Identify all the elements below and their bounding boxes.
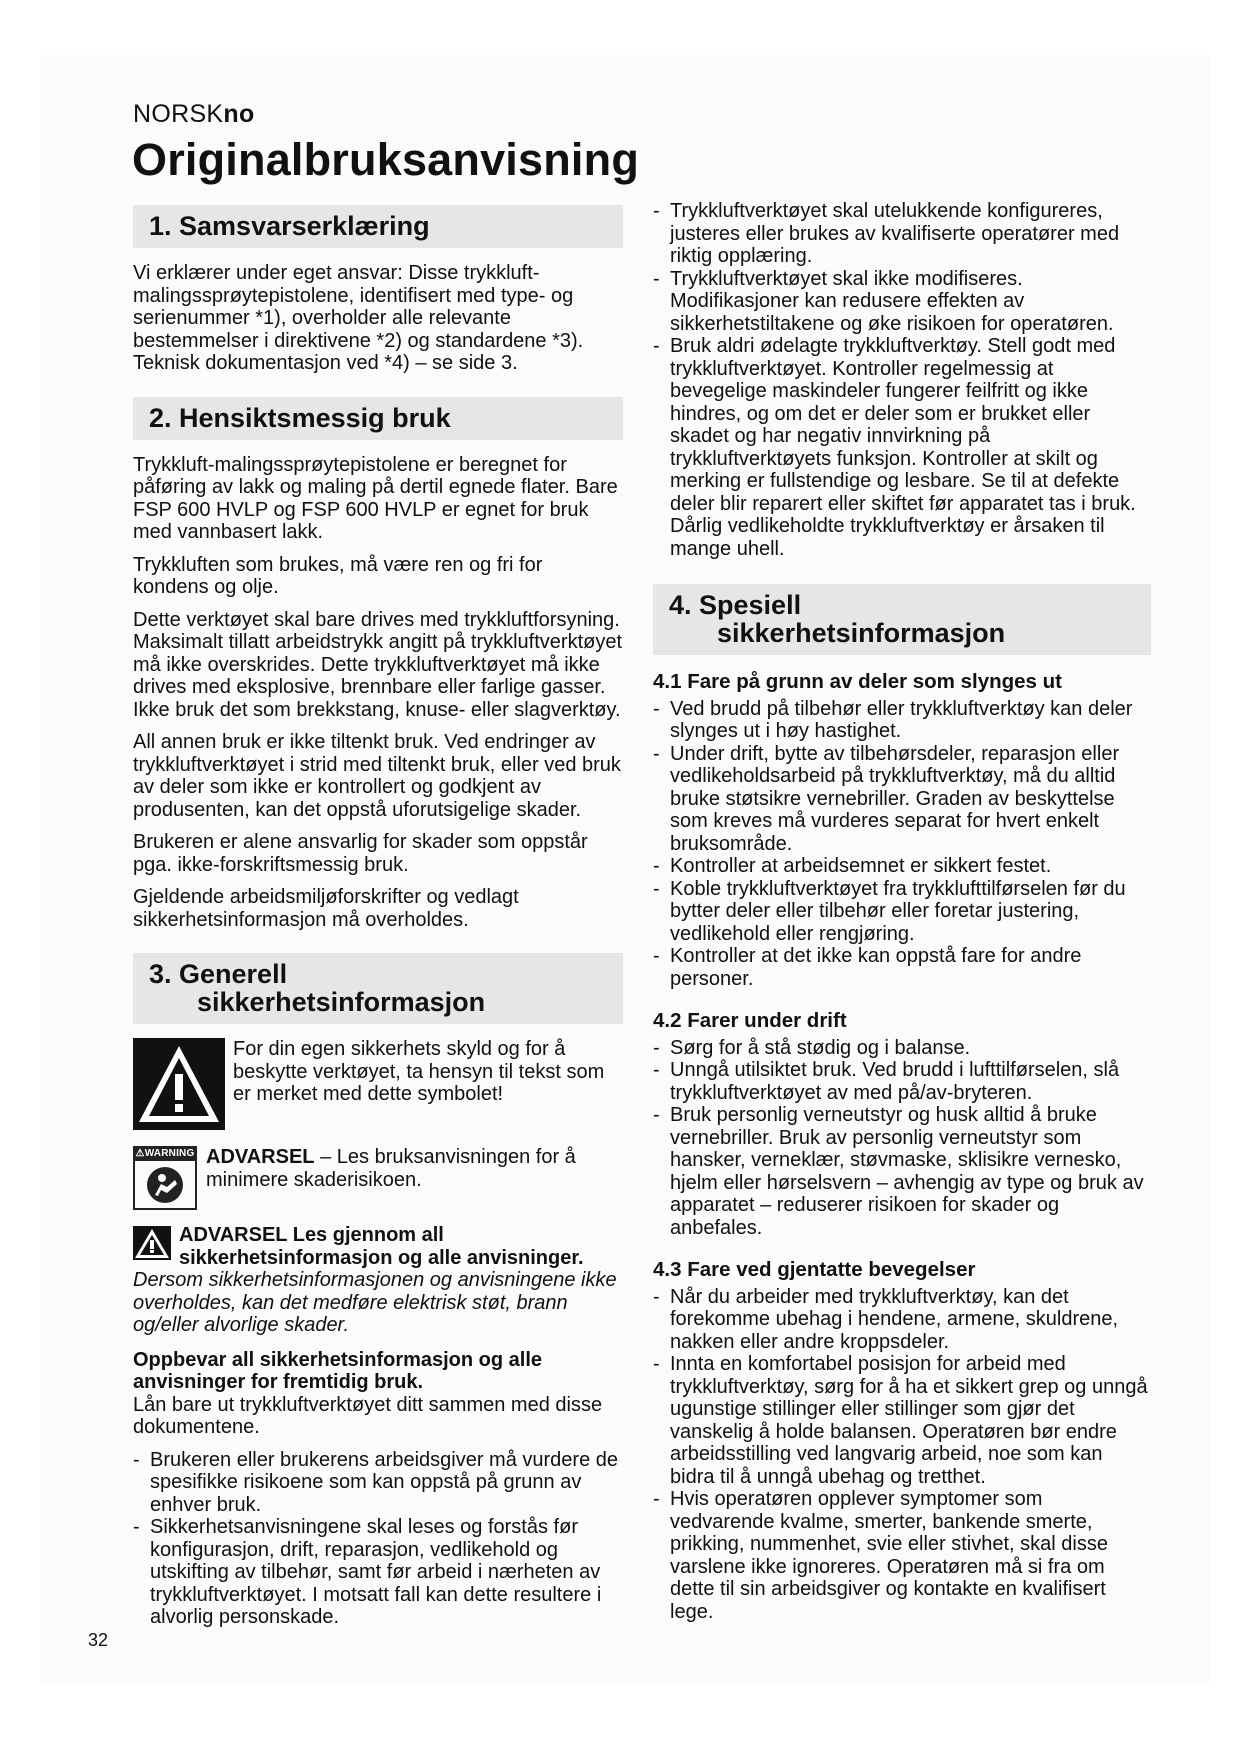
section-3-list-right [653, 200, 1151, 560]
section-1-text: Vi erklærer under eget ansvar: Disse trykkluft-malingssprøytepistolene, identifisert med type- og serienummer *1), overholder alle relevante bestemmelser i direktivene *2) og standardene *3). Teknisk dokumentasjon ved *4) – se side 3. [133, 262, 584, 374]
warning-read-manual-icon [133, 1146, 197, 1210]
safety-symbol-note [133, 1038, 623, 1130]
page-number: 32 [88, 1630, 109, 1650]
left-column [133, 205, 623, 1629]
warning-triangle-icon [133, 1038, 225, 1130]
document-title: Originalbruksanvisning [132, 134, 640, 185]
warning-label: ⚠WARNING [133, 1146, 197, 1161]
list-item: - Trykkluftverktøyet skal ikke modifiseres. Modifikasjoner kan redusere effekten av sikkerhetstiltakene og øke risikoen for operatøren. [653, 267, 1114, 335]
list-item: - Kontroller at det ikke kan oppstå fare for andre personer. [653, 945, 1082, 990]
section-2-heading: 2. Hensiktsmessig bruk [133, 397, 623, 440]
list-item: - Innta en komfortabel posisjon for arbeid med trykkluftverktøy, sørg for å ha et sikkert grep og unngå ugunstige stillinger eller stillinger som gjør det vanskelig å holde balansen. Operatøren bør endre arbeidsstilling ved langvarig arbeid, noe som kan bidra til å unngå ubehag og tretthet. [653, 1353, 1148, 1488]
paragraph: Trykkluft-malingssprøytepistolene er beregnet for påføring av lakk og maling på dertil egnede flater. Bare FSP 600 HVLP og FSP 600 HVLP er egnet for bruk med vannbasert lakk. [133, 453, 618, 543]
list-item: - Hvis operatøren opplever symptomer som vedvarende kvalme, smerter, bankende smerte, prikking, nummenhet, svie eller stivhet, skal disse varslene ikke ignoreres. Operatøren må si fra om dette til sin arbeidsgiver og kontakte en kvalifisert lege. [653, 1488, 1108, 1623]
paragraph: All annen bruk er ikke tiltenkt bruk. Ved endringer av trykkluftverktøyet i strid med tiltenkt bruk, eller ved bruk av deler som ikke er kontrollert og godkjent av produsenten, kan det oppstå uforutsigelige skader. [133, 731, 621, 821]
list-item: - Trykkluftverktøyet skal utelukkende konfigureres, justeres eller brukes av kvalifiserte operatører med riktig opplæring. [653, 200, 1120, 267]
section-4-3-heading: 4.3 Fare ved gjentatte bevegelser [653, 1258, 976, 1281]
section-4-1-heading: 4.1 Fare på grunn av deler som slynges ut [653, 670, 1062, 693]
list-item: - Unngå utilsiktet bruk. Ved brudd i lufttilførselen, slå trykkluftverktøyet av med på/av-bryteren. [653, 1059, 1120, 1104]
list-item: - Sikkerhetsanvisningene skal leses og forstås før konfigurasjon, drift, reparasjon, vedlikehold og utskifting av tilbehør, samt før arbeid i nærheten av trykkluftverktøyet. I motsatt fall kan dette resultere i alvorlig personskade. [133, 1516, 602, 1628]
list-item: - Brukeren eller brukerens arbeidsgiver må vurdere de spesifikke risikoene som kan oppstå på grunn av enhver bruk. [133, 1448, 619, 1516]
paragraph: Trykkluften som brukes, må være ren og fri for kondens og olje. [133, 553, 543, 598]
list-item: - Når du arbeider med trykkluftverktøy, kan det forekomme ubehag i hendene, armene, skuldrene, nakken eller andre kroppsdeler. [653, 1285, 1119, 1353]
keep-instructions: Oppbevar all sikkerhetsinformasjon og alle anvisninger for fremtidig bruk. Lån bare ut trykkluftverktøyet ditt sammen med disse dokumentene. [133, 1348, 603, 1438]
section-4-1-list [653, 698, 1151, 991]
list-item: - Sørg for å stå stødig og i balanse. [653, 1036, 971, 1059]
section-3-heading: 3. Generell sikkerhetsinformasjon [133, 953, 623, 1024]
list-item: - Kontroller at arbeidsemnet er sikkert festet. [653, 855, 1052, 877]
language-label: NORSKno [133, 100, 255, 128]
list-item: - Bruk aldri ødelagte trykkluftverktøy. Stell godt med trykkluftverktøyet. Kontroller regelmessig at bevegelige maskindeler fungerer feilfritt og ikke hindres, og om det er deler som er brukket eller skadet og har negativ innvirkning på trykkluftverktøyets funksjon. Kontroller at skilt og merking er fullstendige og lesbare. Se til at defekte deler blir reparert eller skiftet før apparatet tas i bruk. Dårlig vedlikeholdte trykkluftverktøy er årsaken til mange uhell. [653, 335, 1136, 560]
section-4-2-list [653, 1037, 1151, 1240]
paragraph: Brukeren er alene ansvarlig for skader som oppstår pga. ikke-forskriftsmessig bruk. [133, 831, 588, 876]
list-item: - Ved brudd på tilbehør eller trykkluftverktøy kan deler slynges ut i høy hastighet. [653, 697, 1133, 742]
list-item: - Bruk personlig verneutstyr og husk alltid å bruke vernebriller. Bruk av personlig verneutstyr som hansker, verneklær, støvmaske, sklisikre vernesko, hjelm eller hørselsvern – avhengig av type og bruk av apparatet – reduserer risikoen for skader og anbefales. [653, 1104, 1144, 1239]
warning-read-manual: ⚠WARNING ADVARSEL – Les bruksanvisningen for å minimere skaderisikoen. [133, 1146, 623, 1210]
list-item: - Under drift, bytte av tilbehørsdeler, reparasjon eller vedlikeholdsarbeid på trykkluftverktøy, må du alltid bruke støtsikre vernebriller. Graden av beskyttelse som kreves må vurderes separat for hvert enkelt bruksområde. [653, 742, 1120, 855]
section-4-3-list [653, 1286, 1151, 1624]
section-4-2-heading: 4.2 Farer under drift [653, 1009, 847, 1032]
section-2-body [133, 454, 623, 932]
safety-symbol-text: For din egen sikkerhets skyld og for å beskytte verktøyet, ta hensyn til tekst som er merket med dette symbolet! [233, 1038, 605, 1105]
right-column [653, 200, 1151, 1623]
paragraph: Dette verktøyet skal bare drives med trykkluftforsyning. Maksimalt tillatt arbeidstrykk angitt på trykkluftverktøyet må ikke overskrides. Dette trykkluftverktøyet må ikke drives med eksplosive, brennbare eller farlige gasser. Ikke bruk det som brekkstang, knuse- eller slagverktøy. [133, 608, 623, 721]
list-item: - Koble trykkluftverktøyet fra trykklufttilførselen før du bytter deler eller tilbehør eller foretar justering, vedlikehold eller rengjøring. [653, 877, 1126, 945]
warning-read-all: ADVARSEL Les gjennom all sikkerhetsinformasjon og alle anvisninger. Dersom sikkerhetsinformasjonen og anvisningene ikke overholdes, kan det medføre elektrisk støt, brann og/eller alvorlige skader. [133, 1224, 617, 1336]
small-warning-triangle-icon [133, 1226, 171, 1260]
section-3-list-left [133, 1449, 623, 1629]
paragraph: Gjeldende arbeidsmiljøforskrifter og vedlagt sikkerhetsinformasjon må overholdes. [133, 886, 519, 931]
section-1-heading: 1. Samsvarserklæring [133, 205, 623, 248]
section-4-heading: 4. Spesiell sikkerhetsinformasjon [653, 584, 1151, 655]
